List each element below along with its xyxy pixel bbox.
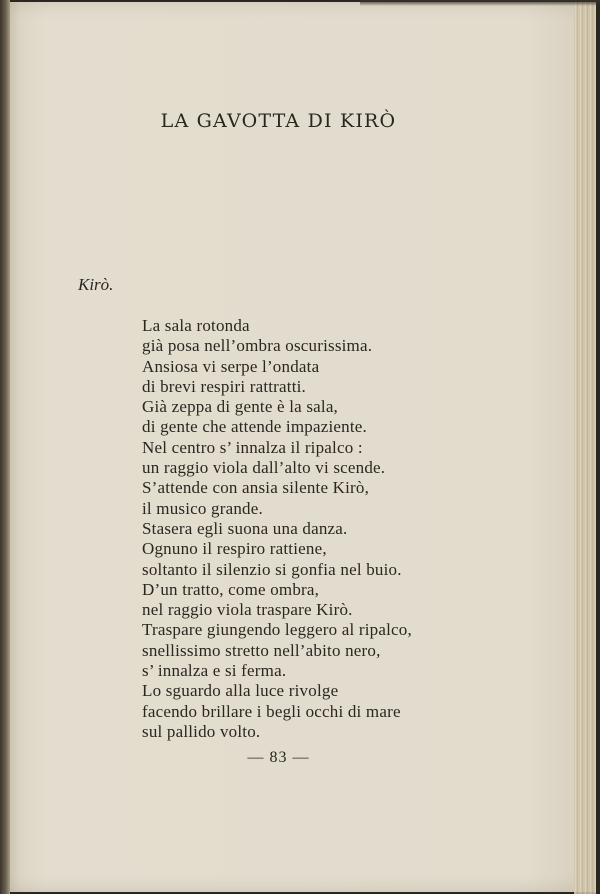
poem-line: di brevi respiri rattratti. — [142, 376, 307, 396]
poem-body — [142, 316, 412, 742]
poem-line: Nel centro s’ innalza il ripalco : — [142, 437, 363, 457]
poem-line: soltanto il silenzio si gonfia nel buio. — [142, 559, 402, 579]
poem-line: sul pallido volto. — [142, 721, 261, 741]
paper-page — [6, 2, 596, 892]
poem-title: LA GAVOTTA DI KIRÒ — [160, 110, 397, 132]
poem-line: Ansiosa vi serpe l’ondata — [142, 356, 320, 376]
poem-line: S’attende con ansia silente Kirò, — [142, 478, 370, 498]
poem-line: La sala rotonda — [142, 316, 250, 335]
poem-line: Già zeppa di gente è la sala, — [142, 397, 339, 417]
poem-line: Stasera egli suona una danza. — [142, 518, 348, 538]
poem-line: già posa nell’ombra oscurissima. — [142, 336, 373, 356]
poem-line: di gente che attende impaziente. — [142, 417, 367, 437]
page-edge-right — [574, 2, 596, 894]
poem-line: il musico grande. — [142, 498, 263, 518]
poem-line: Ognuno il respiro rattiene, — [142, 539, 327, 559]
poem-line: Traspare giungendo leggero al ripalco, — [142, 620, 412, 640]
page-number: — 83 — — [247, 749, 310, 766]
poem-line: snellissimo stretto nell’abito nero, — [142, 640, 381, 660]
cover-edge-top — [360, 0, 600, 6]
poem-line: Lo sguardo alla luce rivolge — [142, 681, 339, 701]
poem-line: nel raggio viola traspare Kirò. — [142, 600, 353, 620]
speaker-name: Kirò. — [78, 275, 114, 294]
poem-line: s’ innalza e si ferma. — [142, 661, 287, 681]
poem-line: D’un tratto, come ombra, — [142, 579, 320, 599]
poem-line: un raggio viola dall’alto vi scende. — [142, 458, 386, 478]
poem-line: facendo brillare i begli occhi di mare — [142, 701, 401, 721]
binding-spine — [0, 0, 10, 894]
